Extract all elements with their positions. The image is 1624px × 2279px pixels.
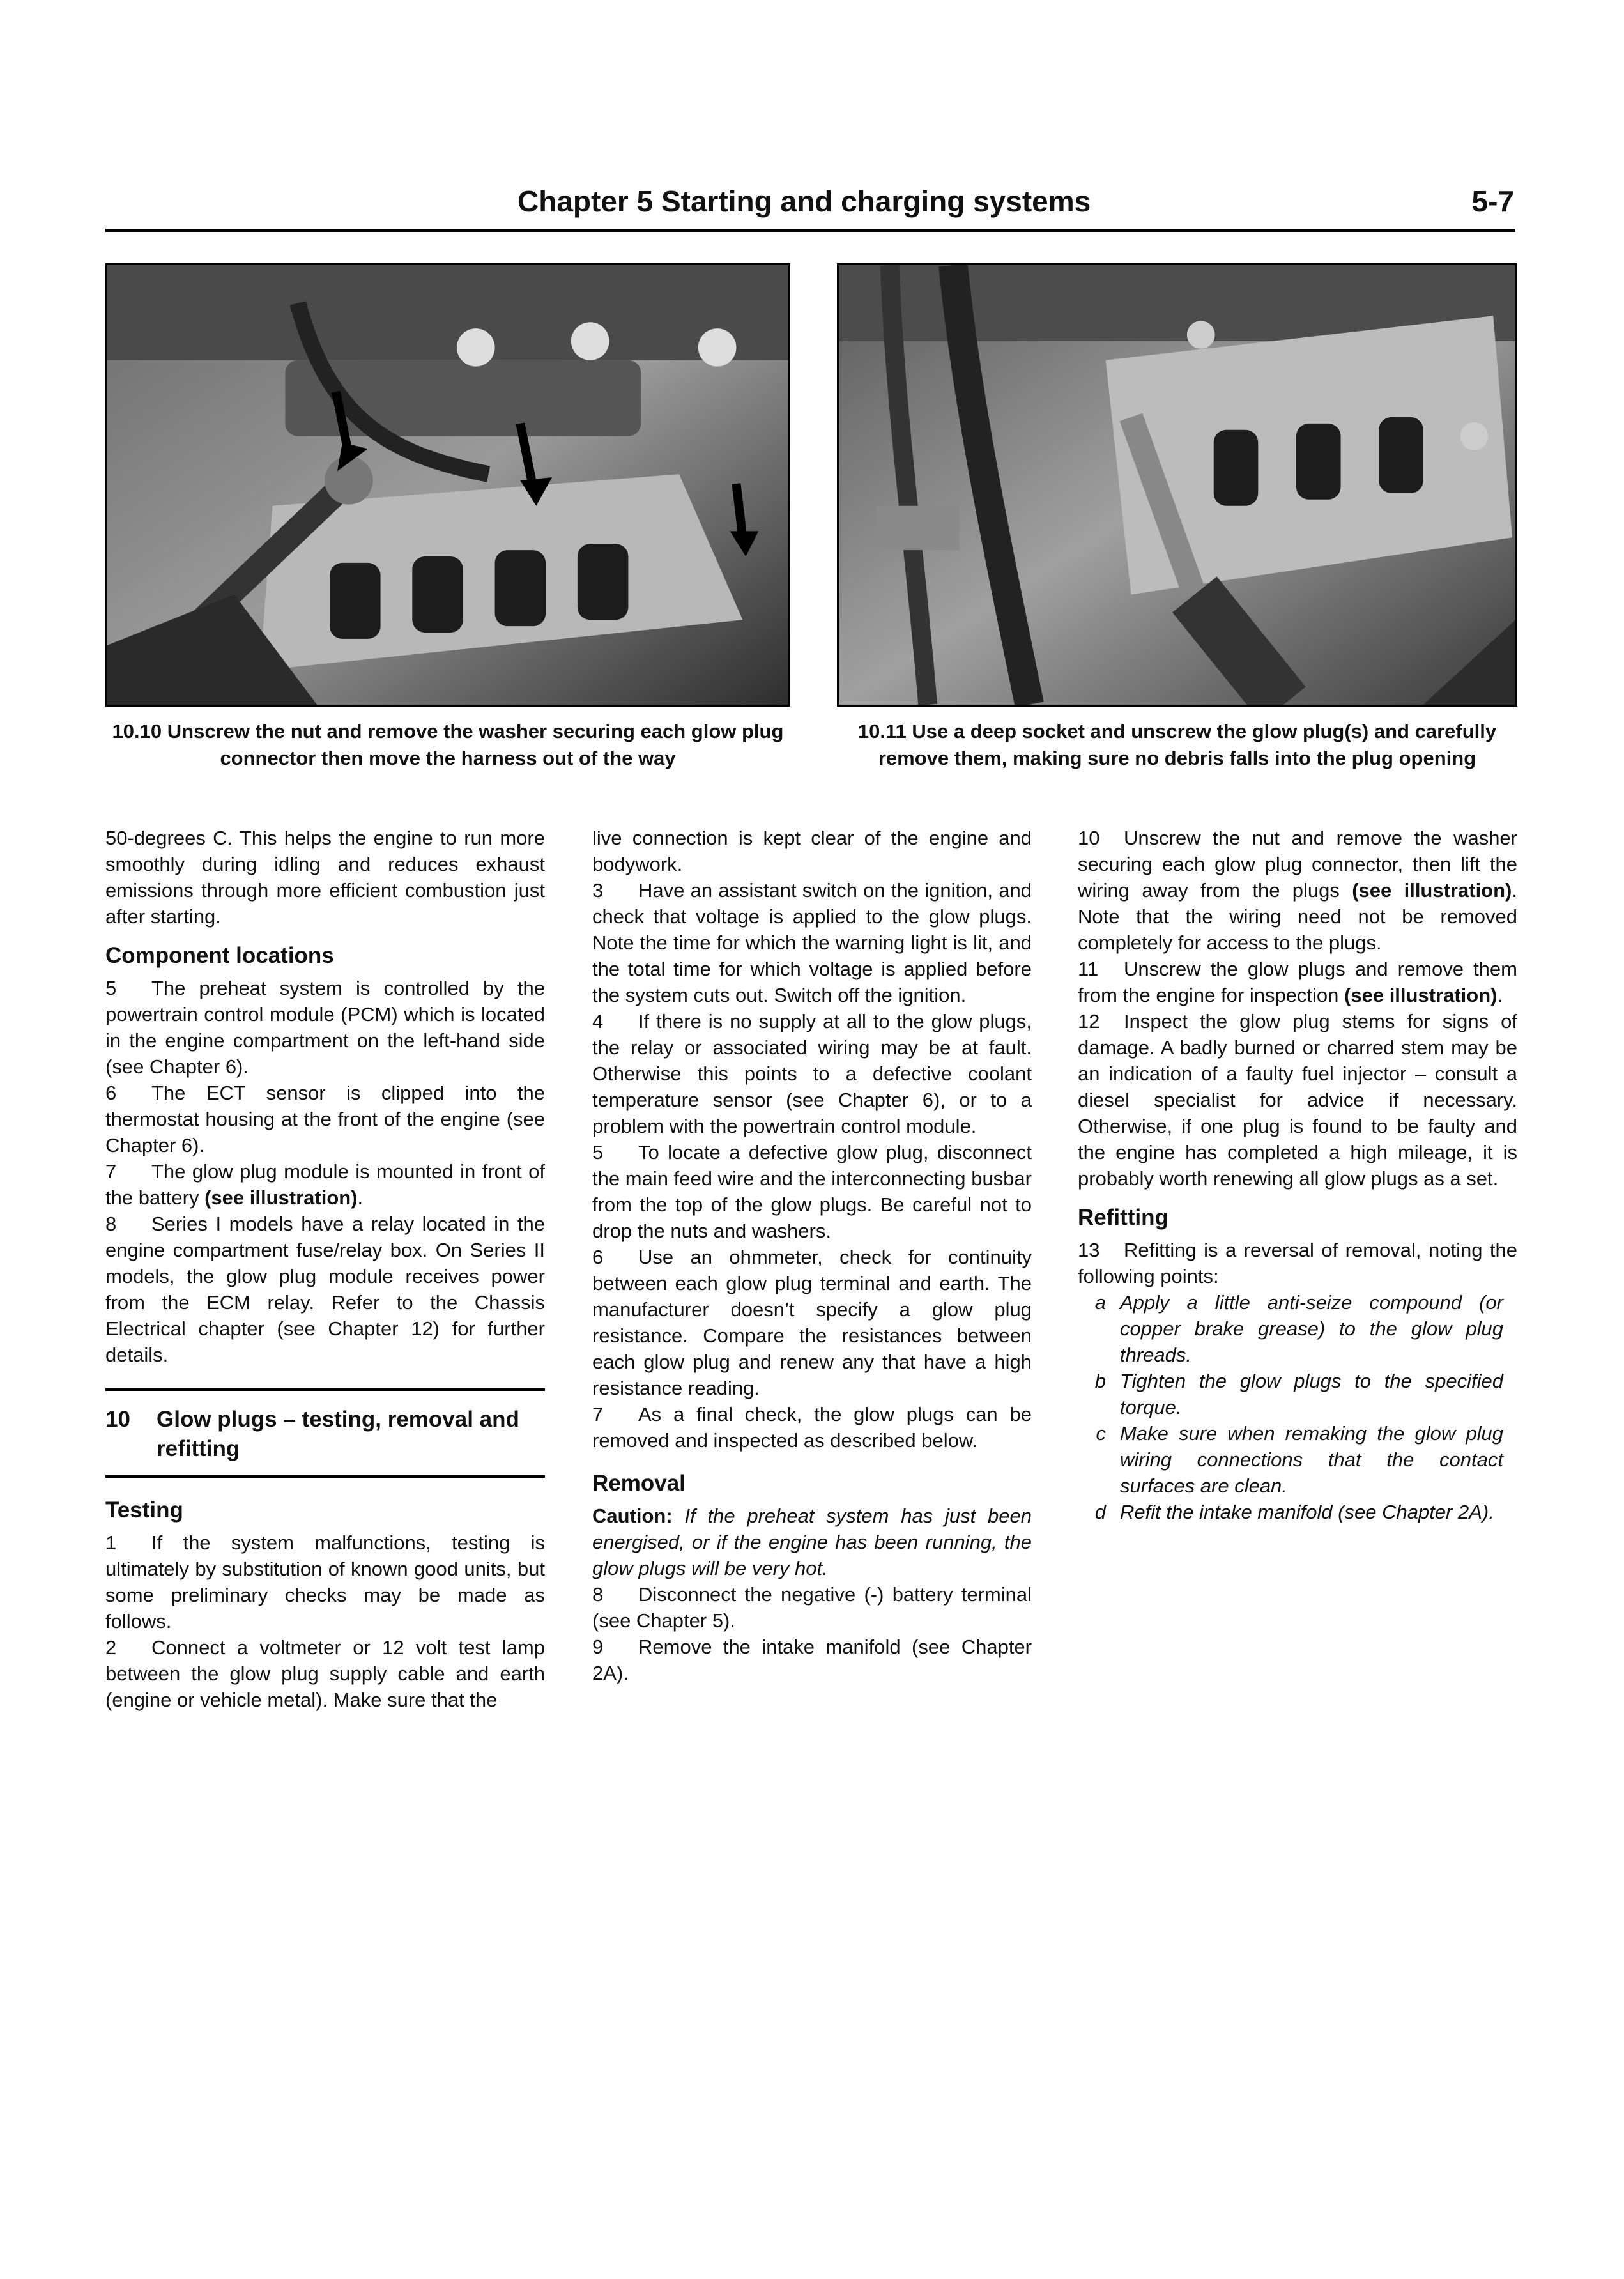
- figure-10-11-photo: [837, 263, 1517, 707]
- page-number: 5-7: [1471, 185, 1514, 218]
- heading-removal: Removal: [592, 1471, 686, 1496]
- paragraph-continued: live connection is kept clear of the engine and bodywork.: [592, 827, 1032, 875]
- text-column-1: [105, 825, 545, 1713]
- figure-10-10-photo: [105, 263, 790, 707]
- paragraph-11: 11 Unscrew the glow plugs and remove them from the engine for inspection (see illustration).: [1078, 958, 1517, 1006]
- paragraph-5: 5 The preheat system is controlled by the powertrain control module (PCM) which is located in the engine compartment on the left-hand side (see Chapter 6).: [105, 977, 545, 1078]
- list-item: b Tighten the glow plugs to the specified torque.: [1094, 1370, 1503, 1418]
- caution-note: Caution: If the preheat system has just been energised, or if the engine has been running, the glow plugs will be very hot.: [592, 1505, 1032, 1579]
- section-heading: 10 Glow plugs – testing, removal and refitting: [105, 1388, 545, 1478]
- paragraph-3: 3 Have an assistant switch on the ignition, and check that voltage is applied to the glow plugs. Note the time for which the warning light is lit, and the total time for which voltage is applied before the system cuts out. Switch off the ignition.: [592, 879, 1032, 1006]
- chapter-title: Chapter 5 Starting and charging systems: [517, 185, 1091, 218]
- paragraph-13: 13 Refitting is a reversal of removal, noting the following points:: [1078, 1239, 1517, 1287]
- paragraph-8: 8 Series I models have a relay located in the engine compartment fuse/relay box. On Series II models, the glow plug module receives power from the ECM relay. Refer to the Chassis Electrical chapter (see Chapter 12) for further details.: [105, 1213, 545, 1366]
- paragraph-9: 9 Remove the intake manifold (see Chapter 2A).: [592, 1636, 1032, 1684]
- paragraph-continued: 50-degrees C. This helps the engine to run more smoothly during idling and reduces exhaust emissions through more efficient combustion just after starting.: [105, 827, 545, 928]
- paragraph-2: 2 Connect a voltmeter or 12 volt test lamp between the glow plug supply cable and earth (engine or vehicle metal). Make sure that the: [105, 1636, 545, 1711]
- figure-10-10-caption: 10.10 Unscrew the nut and remove the washer securing each glow plug connector then move the harness out of the way: [112, 720, 784, 769]
- paragraph-6: 6 The ECT sensor is clipped into the thermostat housing at the front of the engine (see Chapter 6).: [105, 1082, 545, 1156]
- paragraph-4: 4 If there is no supply at all to the glow plugs, the relay or associated wiring may be at fault. Otherwise this points to a defective coolant temperature sensor (see Chapter 6), or to a problem with the powertrain control module.: [592, 1010, 1032, 1137]
- paragraph-1: 1 If the system malfunctions, testing is ultimately by substitution of known good units, but some preliminary checks may be made as follows.: [105, 1531, 545, 1632]
- paragraph-7: 7 As a final check, the glow plugs can be removed and inspected as described below.: [592, 1403, 1032, 1452]
- paragraph-10: 10 Unscrew the nut and remove the washer securing each glow plug connector, then lift the wiring away from the plugs (see illustration). Note that the wiring need not be removed completely for access to the plugs.: [1078, 827, 1517, 954]
- heading-component-locations: Component locations: [105, 943, 334, 968]
- list-item: d Refit the intake manifold (see Chapter 2A).: [1094, 1501, 1494, 1523]
- list-item: a Apply a little anti-seize compound (or copper brake grease) to the glow plug threads.: [1094, 1291, 1503, 1366]
- heading-refitting: Refitting: [1078, 1205, 1168, 1230]
- text-column-3: [1078, 825, 1517, 1525]
- heading-testing: Testing: [105, 1498, 183, 1523]
- header-rule: [105, 229, 1515, 232]
- paragraph-7: 7 The glow plug module is mounted in front of the battery (see illustration).: [105, 1160, 545, 1209]
- text-column-2: [592, 825, 1032, 1686]
- list-item: c Make sure when remaking the glow plug wiring connections that the contact surfaces are clean.: [1096, 1422, 1503, 1497]
- paragraph-6: 6 Use an ohmmeter, check for continuity between each glow plug terminal and earth. The manufacturer doesn’t specify a glow plug resistance. Compare the resistances between each glow plug and renew any that have a high resistance reading.: [592, 1246, 1032, 1399]
- paragraph-8: 8 Disconnect the negative (-) battery terminal (see Chapter 5).: [592, 1583, 1032, 1632]
- paragraph-12: 12 Inspect the glow plug stems for signs of damage. A badly burned or charred stem may be an indication of a faulty fuel injector – consult a diesel specialist for advice if necessary. Otherwise, if one plug is found to be faulty and the engine has completed a high mileage, it is probably worth renewing all glow plugs as a set.: [1078, 1010, 1517, 1190]
- figure-10-11-caption: 10.11 Use a deep socket and unscrew the glow plug(s) and carefully remove them, making sure no debris falls into the plug opening: [857, 720, 1497, 769]
- paragraph-5: 5 To locate a defective glow plug, disconnect the main feed wire and the interconnecting busbar from the top of the glow plugs. Be careful not to drop the nuts and washers.: [592, 1141, 1032, 1242]
